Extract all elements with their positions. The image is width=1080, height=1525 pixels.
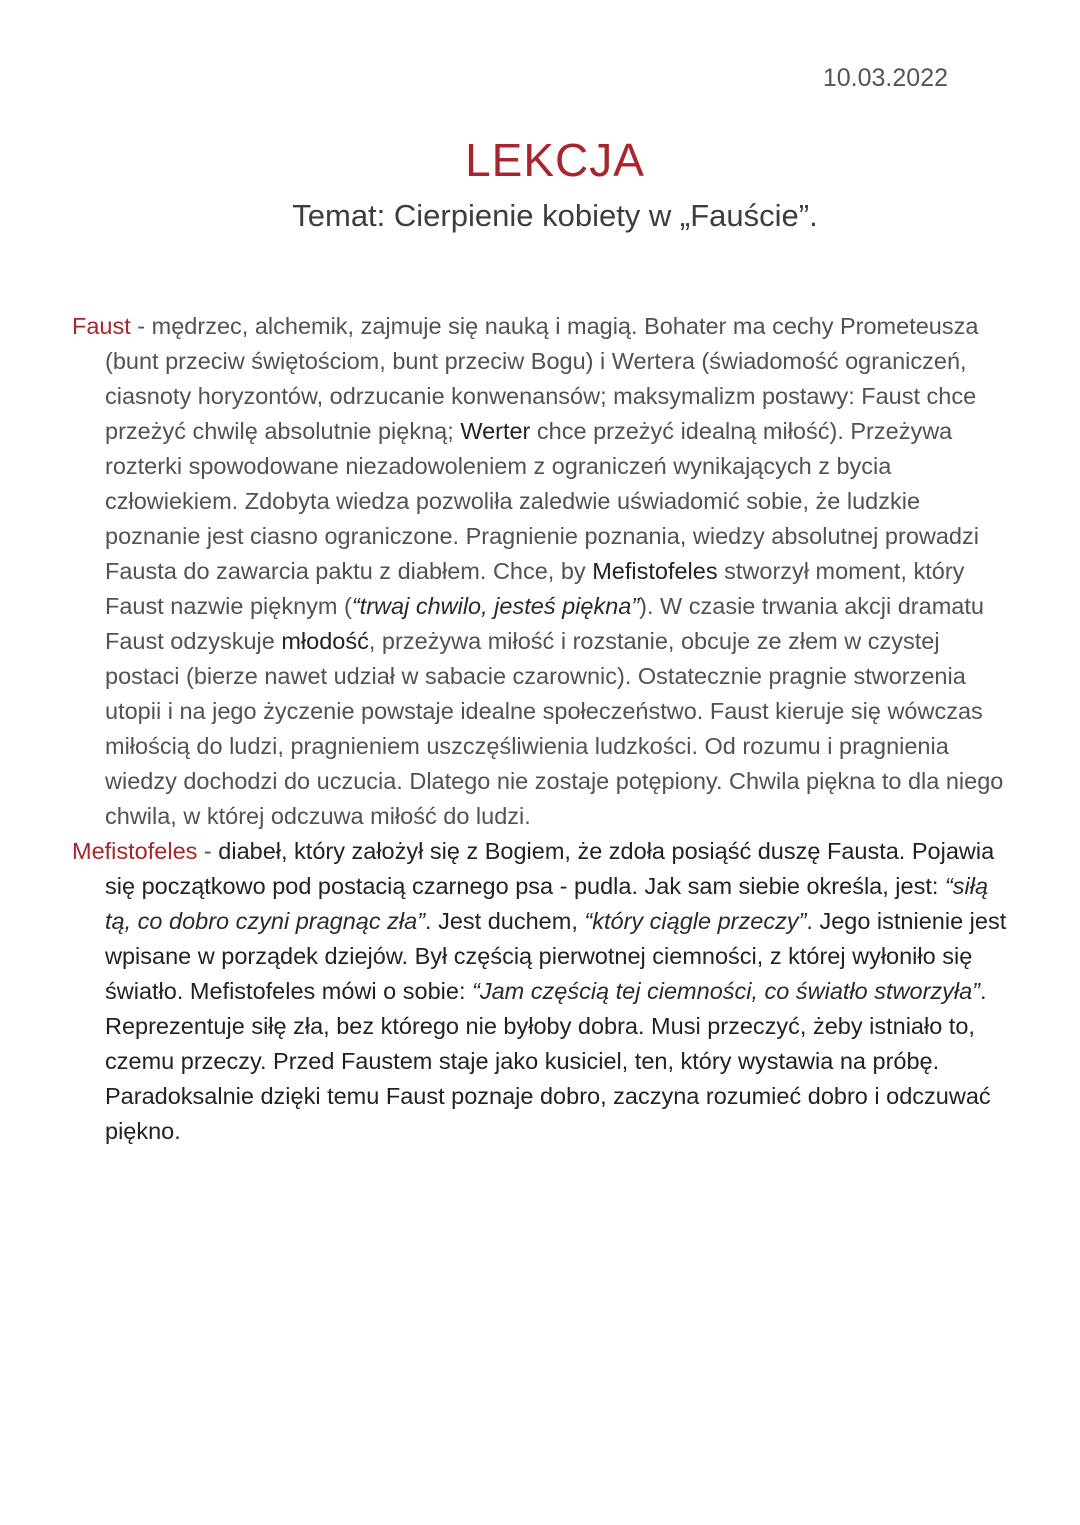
entry-faust bbox=[72, 309, 1007, 834]
lesson-date: 10.03.2022 bbox=[822, 64, 948, 92]
entry-text: , przeżywa miłość i rozstanie, obcuje ze złem w czystej postaci (bierze nawet udział w sabacie czarownic). Ostatecznie pragnie stworzenia utopii i na jego życzenie powstaje idealne społeczeństwo. Faust kieruje się wówczas miłością do ludzi, pragnieniem uszczęśliwienia ludzkości. Od rozumu i pragnienia wiedzy dochodzi do uczucia. Dlatego nie zostaje potępiony. Chwila piękna to dla niego chwila, w której odczuwa miłość do ludzi. bbox=[105, 628, 1004, 829]
highlight-mlodosc: młodość bbox=[281, 628, 369, 654]
highlight-mefistofeles: Mefistofeles bbox=[592, 558, 718, 584]
quote: “siłą tą, co dobro czyni pragnąc zła” bbox=[105, 873, 989, 934]
entry-term: Mefistofeles bbox=[72, 838, 198, 864]
entry-dash: - bbox=[197, 838, 219, 864]
highlight-werter: Werter bbox=[460, 418, 531, 444]
entry-text: diabeł, który założył się z Bogiem, że zdoła posiąść duszę Fausta. Pojawia się początkowo pod postacią czarnego psa - pudla. Jak sam siebie określa, jest: bbox=[105, 838, 995, 899]
entry-term: Faust bbox=[72, 313, 131, 339]
entry-text: stworzył moment, który Faust nazwie pięknym ( bbox=[105, 558, 965, 619]
quote: “który ciągle przeczy” bbox=[584, 908, 807, 934]
lesson-topic: Temat: Cierpienie kobiety w „Fauście”. bbox=[292, 198, 818, 233]
entry-text: . Jest duchem, bbox=[425, 908, 585, 934]
entry-text: chce przeżyć idealną miłość). Przeżywa rozterki spowodowane niezadowoleniem z ograniczeń wynikających z bycia człowiekiem. Zdobyta wiedza pozwoliła zaledwie uświadomić sobie, że ludzkie poznanie jest ciasno ograniczone. Pragnienie poznania, wiedzy absolutnej prowadzi Fausta do zawarcia paktu z diabłem. Chce, by bbox=[105, 418, 979, 584]
entry-text: - mędrzec, alchemik, zajmuje się nauką i magią. Bohater ma cechy Prometeusza (bunt przeciw świętościom, bunt przeciw Bogu) i Wertera (świadomość ograniczeń, ciasnoty horyzontów, odrzucanie konwenansów; maksymalizm postawy: Faust chce przeżyć chwilę absolutnie piękną; bbox=[105, 313, 979, 444]
page-title: LEKCJA bbox=[465, 134, 645, 186]
quote: “trwaj chwilo, jesteś piękna” bbox=[351, 593, 640, 619]
quote: “Jam częścią tej ciemności, co światło stworzyła” bbox=[472, 978, 981, 1004]
entry-mefistofeles bbox=[72, 834, 1007, 1149]
notes-body bbox=[72, 309, 1007, 1149]
entry-text: . Jego istnienie jest wpisane w porządek dziejów. Był częścią pierwotnej ciemności, z której wyłoniło się światło. Mefistofeles mówi o sobie: bbox=[105, 908, 1007, 1004]
entry-text: . Reprezentuje siłę zła, bez którego nie byłoby dobra. Musi przeczyć, żeby istniało to, czemu przeczy. Przed Faustem staje jako kusiciel, ten, który wystawia na próbę. Paradoksalnie dzięki temu Faust poznaje dobro, zaczyna rozumieć dobro i odczuwać piękno. bbox=[105, 978, 991, 1144]
entry-text: ). W czasie trwania akcji dramatu Faust odzyskuje bbox=[105, 593, 984, 654]
